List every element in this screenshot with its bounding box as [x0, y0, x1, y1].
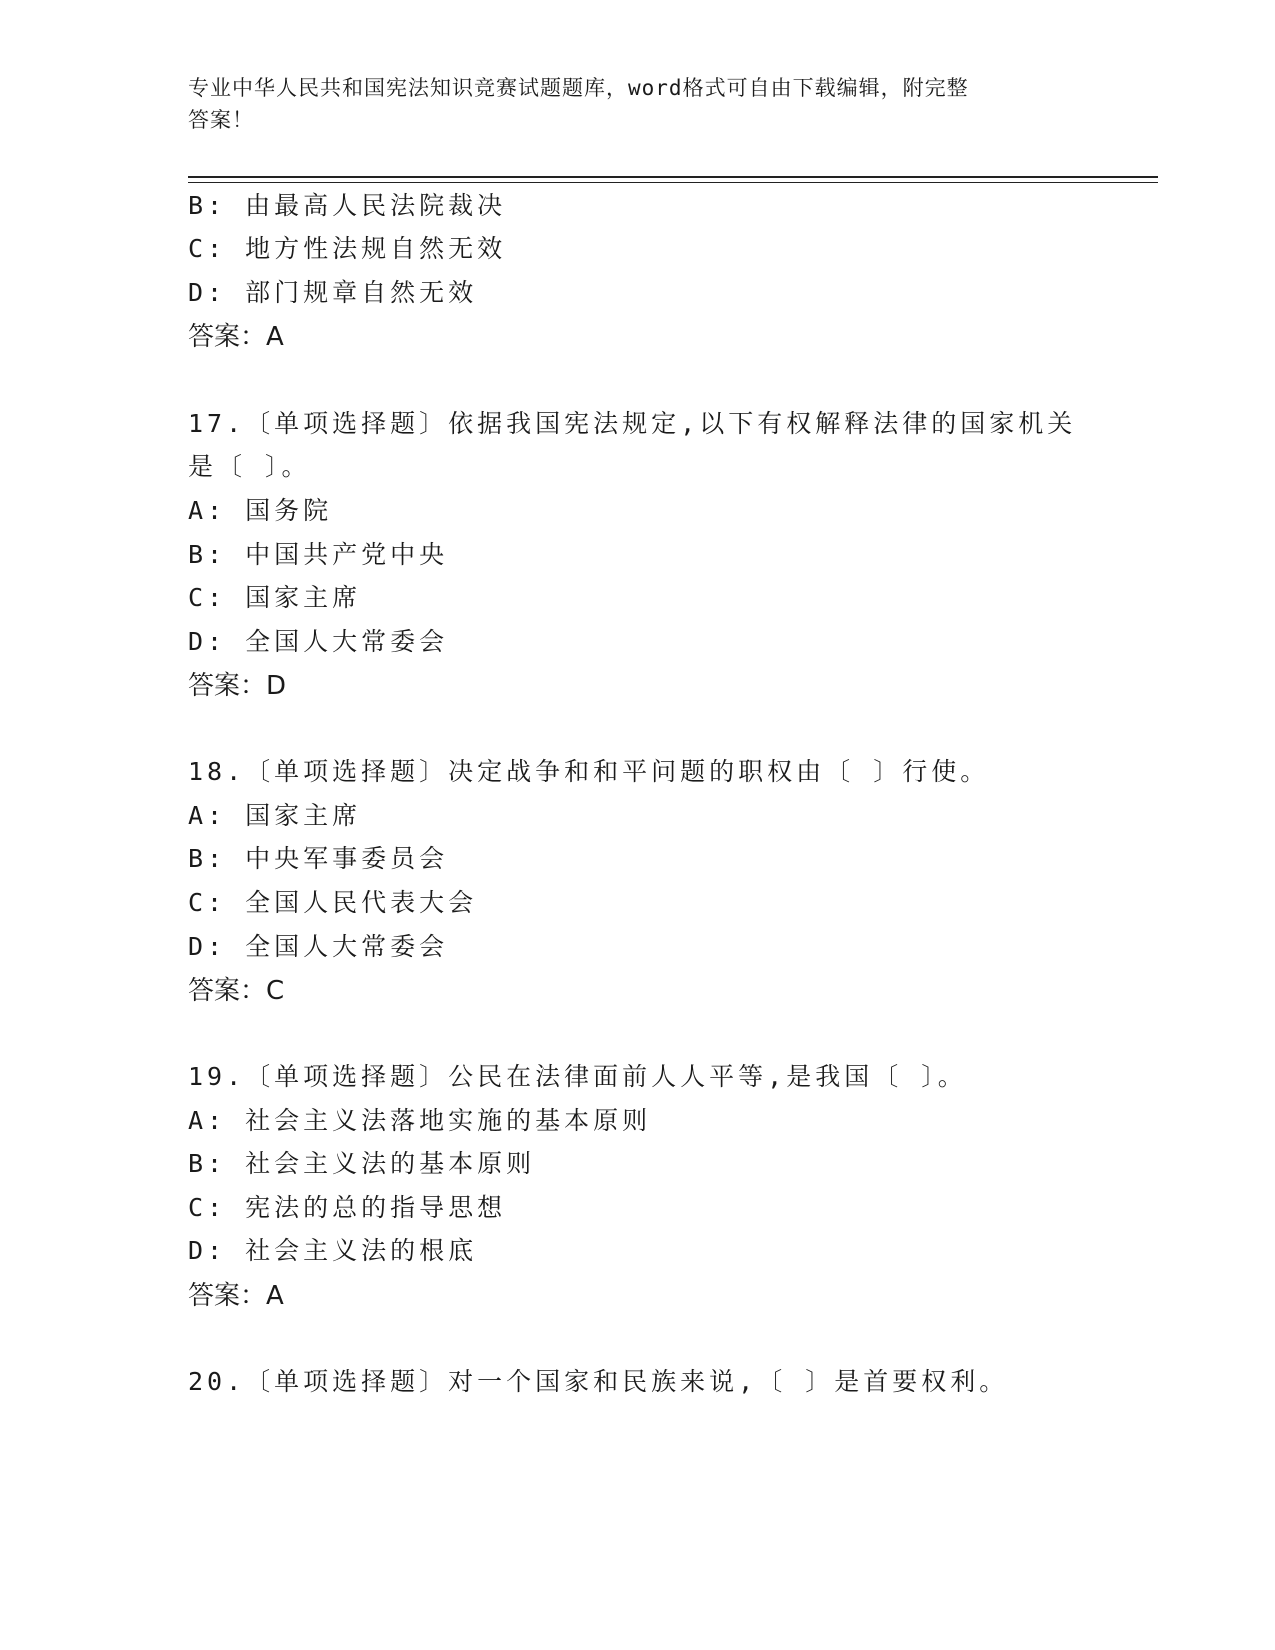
- q19-option-b: B: 社会主义法的基本原则: [188, 1149, 536, 1178]
- header-text-line2: 答案！: [188, 108, 254, 132]
- q18-option-c: C: 全国人民代表大会: [188, 888, 478, 917]
- q17-option-d: D: 全国人大常委会: [188, 627, 449, 656]
- header-text-line1: 专业中华人民共和国宪法知识竞赛试题题库，word格式可自由下载编辑，附完整: [188, 76, 969, 100]
- q19-option-a: A: 社会主义法落地实施的基本原则: [188, 1106, 652, 1135]
- prev-option-b: B: 由最高人民法院裁决: [188, 191, 507, 220]
- q19-option-d: D: 社会主义法的根底: [188, 1236, 478, 1265]
- q18-option-a: A: 国家主席: [188, 801, 362, 830]
- q17-stem-line1: 17.〔单项选择题〕依据我国宪法规定,以下有权解释法律的国家机关: [188, 409, 1077, 438]
- prev-option-d: D: 部门规章自然无效: [188, 278, 478, 307]
- q19-option-c: C: 宪法的总的指导思想: [188, 1193, 507, 1222]
- q18-answer: 答案：C: [188, 976, 285, 1006]
- prev-option-c: C: 地方性法规自然无效: [188, 234, 507, 263]
- q20-stem-line1: 20.〔单项选择题〕对一个国家和民族来说,〔 〕是首要权利。: [188, 1367, 1009, 1396]
- q17-stem-line2: 是〔 〕。: [188, 452, 311, 481]
- q17-answer: 答案：D: [188, 671, 287, 701]
- prev-answer: 答案：A: [188, 322, 284, 352]
- q17-option-b: B: 中国共产党中央: [188, 540, 449, 569]
- q18-option-b: B: 中央军事委员会: [188, 844, 449, 873]
- header-rule-thin: [188, 182, 1158, 183]
- q19-stem-line1: 19.〔单项选择题〕公民在法律面前人人平等,是我国〔 〕。: [188, 1062, 967, 1091]
- q18-option-d: D: 全国人大常委会: [188, 932, 449, 961]
- q19-answer: 答案：A: [188, 1281, 284, 1311]
- document-header: [188, 72, 1088, 136]
- header-rule-thick: [188, 176, 1158, 178]
- q17-option-a: A: 国务院: [188, 496, 333, 525]
- q18-stem-line1: 18.〔单项选择题〕决定战争和和平问题的职权由〔 〕行使。: [188, 757, 990, 786]
- q17-option-c: C: 国家主席: [188, 583, 362, 612]
